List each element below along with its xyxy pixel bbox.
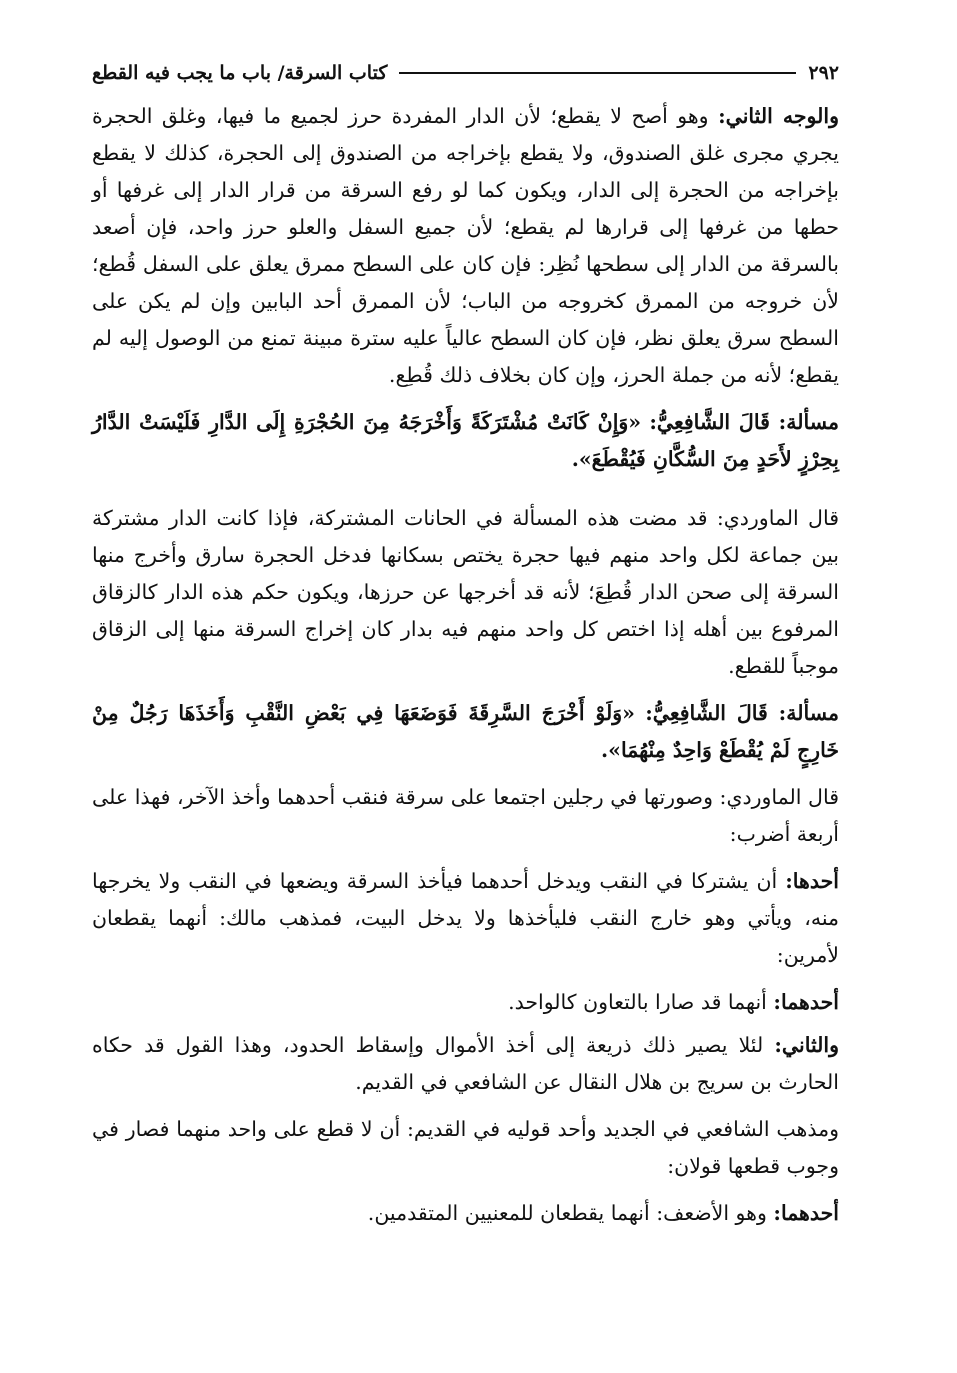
shafii-quote: «وَلَوْ أَخْرَجَ السَّرِقَةَ فَوَضَعَهَا فِي بَعْضِ النَّقْبِ وَأَخَذَهَا رَجُلٌ مِنْ خَارِجٍ لَمْ يُقْطَعْ وَاحِدٌ مِنْهُمَا». — [92, 701, 839, 762]
paragraph-text: أن يشتركا في النقب ويدخل أحدهما فيأخذ السرقة ويضعها في النقب ولا يخرجها منه، ويأتي وهو خارج النقب فليأخذها ولا يدخل البيت، فمذهب مالك: أنهما يقطعان لأمرين: — [92, 869, 839, 967]
header-rule — [399, 72, 796, 74]
running-header — [92, 56, 839, 90]
paragraph-reason-two — [92, 1027, 839, 1101]
paragraph-first-case — [92, 863, 839, 974]
paragraph-lead: والوجه الثاني: — [718, 104, 839, 128]
page-number: ٢٩٢ — [808, 62, 839, 84]
paragraph-second-view — [92, 98, 839, 394]
paragraph-text: أنهما قد صارا بالتعاون كالواحد. — [508, 990, 767, 1014]
paragraph-lead: أحدهما: — [773, 990, 839, 1014]
chapter-title: كتاب السرقة/ باب ما يجب فيه القطع — [92, 62, 388, 84]
paragraph-reason-one — [92, 984, 839, 1021]
paragraph-text: قال الماوردي: وصورتها في رجلين اجتمعا على سرقة فنقب أحدهما وأخذ الآخر، فهذا على أربعة أضرب: — [92, 785, 839, 846]
paragraph-text: وهو الأضعف: أنهما يقطعان للمعنيين المتقدمين. — [367, 1201, 767, 1225]
paragraph-text: وهو أصح لا يقطع؛ لأن الدار المفردة حرز لجميع ما فيها، وغلق الحجرة يجري مجرى غلق الصندوق، ولا يقطع بإخراجه من الصندوق إلى الحجرة، كذلك لا يقطع بإخراجه من الحجرة إلى الدار، ويكون كما لو رفع السرقة من قرار الدار إلى غرفها أو حطها من غرفها إلى قرارها لم يقطع؛ لأن جميع السفل والعلو حرز واحد، فإن أصعد بالسرقة من الدار إلى سطحها نُظِر: فإن كان على السطح ممرق يعلق على السفل قُطع؛ لأن خروجه من الممرق كخروجه من الباب؛ لأن الممرق أحد البابين وإن لم يكن على السطح سرق يعلق نظر، فإن كان السطح عالياً عليه سترة مبينة تمنع من الوصول إليه لم يقطع؛ لأنه من جملة الحرز، وإن كان بخلاف ذلك قُطِع. — [92, 104, 839, 387]
paragraph-text: ومذهب الشافعي في الجديد وأحد قوليه في القديم: أن لا قطع على واحد منهما فصار في وجوب قطعها قولان: — [92, 1117, 839, 1178]
paragraph-lead: مسألة: قَالَ الشَّافِعِيُّ: — [649, 410, 839, 434]
page-body — [92, 98, 839, 1232]
shafii-quote: «وَإِنْ كَانَتْ مُشْتَرَكَةً وَأَخْرَجَهُ مِنَ الحُجْرَةِ إِلَى الدَّارِ فَلَيْسَتْ الدَّارُ بِحِرْزٍ لأَحَدٍ مِنَ السُّكَّانِ فَيُقْطَعَ». — [92, 410, 839, 471]
paragraph-text: لئلا يصير ذلك ذريعة إلى أخذ الأموال وإسقاط الحدود، وهذا القول قد حكاه الحارث بن سريج بن هلال النقال عن الشافعي في القديم. — [92, 1033, 839, 1094]
paragraph-lead: والثاني: — [774, 1033, 839, 1057]
paragraph-lead: أحدهما: — [773, 1201, 839, 1225]
paragraph-mawardi-tunnel — [92, 779, 839, 853]
paragraph-masala-tunnel — [92, 695, 839, 769]
paragraph-text: قال الماوردي: قد مضت هذه المسألة في الحانات المشتركة، فإذا كانت الدار مشتركة بين جماعة لكل واحد منهم فيها حجرة يختص بسكانها فدخل الحجرة سارق وأخرج منها السرقة إلى صحن الدار قُطِعَ؛ لأنه قد أخرجها عن حرزها، ويكون حكم هذه الدار كالزقاق المرفوع بين أهله إذا اختص كل واحد منهم فيه بدار كان إخراج السرقة منها إلى الزقاق موجباً للقطع. — [92, 506, 839, 678]
paragraph-lead: أحدها: — [785, 869, 839, 893]
paragraph-mawardi-shared-house — [92, 500, 839, 685]
paragraph-lead: مسألة: قَالَ الشَّافِعِيُّ: — [645, 701, 839, 725]
paragraph-weaker-view — [92, 1195, 839, 1232]
paragraph-shafii-new-view — [92, 1111, 839, 1185]
paragraph-masala-shared-house — [92, 404, 839, 478]
